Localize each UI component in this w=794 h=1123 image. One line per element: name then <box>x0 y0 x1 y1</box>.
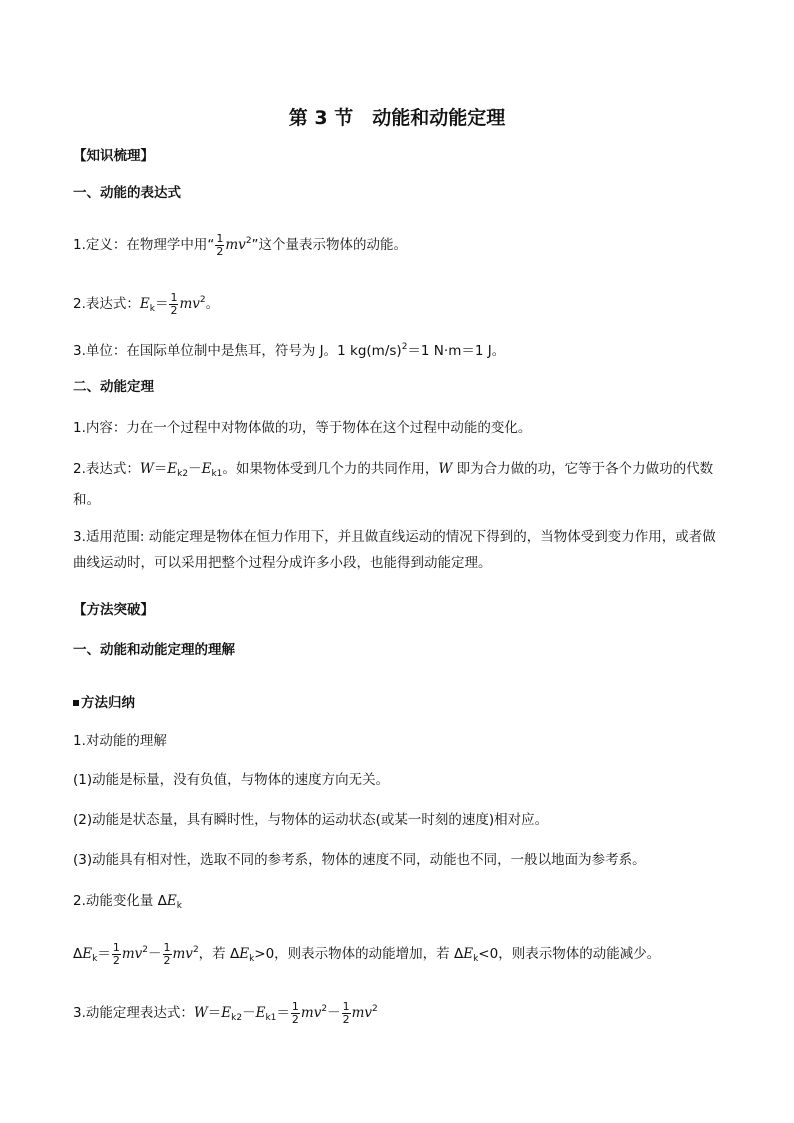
subheading-understanding: 一、动能和动能定理的理解 <box>73 642 235 658</box>
fraction-half: $\frac{1}{2}$ <box>112 940 120 967</box>
method-item-1: 1.对动能的理解 <box>73 733 167 749</box>
expression-line: 2.表达式：$E_k=$ $\frac{1}{2}$ $mv^2$。 <box>73 290 220 317</box>
fraction-half: $\frac{1}{2}$ <box>163 940 171 967</box>
method-item-2: 2.动能变化量 $\Delta E_k$ <box>73 893 182 911</box>
scope-paragraph: 3.适用范围: 动能定理是物体在恒力作用下，并且做直线运动的情况下得到的，当物体受到变力作用，或者做曲线运动时，可以采用把整个过程分成许多小段，也能得到动能定理。 <box>73 529 716 571</box>
fraction-half: $\frac{1}{2}$ <box>170 290 178 317</box>
content-line: 1.内容：力在一个过程中对物体做的功，等于物体在这个过程中动能的变化。 <box>73 420 532 436</box>
fraction-half: $\frac{1}{2}$ <box>291 999 299 1026</box>
square-bullet-icon <box>73 700 79 706</box>
section-heading-method: 【方法突破】 <box>73 602 154 618</box>
method-item-1c: (3)动能具有相对性，选取不同的参考系，物体的速度不同，动能也不同，一般以地面为参考系。 <box>73 852 646 868</box>
method-item-1b: (2)动能是状态量，具有瞬时性，与物体的运动状态(或某一时刻的速度)相对应。 <box>73 812 549 828</box>
page-title: 第 3 节 动能和动能定理 <box>288 107 506 129</box>
subheading-theorem: 二、动能定理 <box>73 379 154 395</box>
subheading-kinetic-energy-expression: 一、动能的表达式 <box>73 185 181 201</box>
method-summary-label: 方法归纳 <box>73 693 135 713</box>
method-item-1a: (1)动能是标量，没有负值，与物体的速度方向无关。 <box>73 772 390 788</box>
theorem-formula: 3.动能定理表达式：$W=E_{k2}-E_{k1}=$ $\frac{1}{2}$ $mv^2-$ $\frac{1}{2}$ $mv^2$ <box>73 999 378 1026</box>
unit-line: 3.单位：在国际单位制中是焦耳，符号为 J。1 $kg(m/s)^2=1$ N·m＝1 J。 <box>73 342 506 359</box>
fraction-half: $\frac{1}{2}$ <box>216 231 224 258</box>
delta-ek-formula: $\Delta E_k=$ $\frac{1}{2}$ $mv^2-$ $\frac{1}{2}$ $mv^2$，若 $\Delta E_k>0$，则表示物体的动能增加，若 $\Delta E_k<0$，则表示物体的动能减少。 <box>73 940 661 967</box>
definition-line: 1.定义：在物理学中用“ $\frac{1}{2}$ $mv^2$”这个量表示物体的动能。 <box>73 231 408 258</box>
section-heading-knowledge: 【知识梳理】 <box>73 148 154 164</box>
fraction-half: $\frac{1}{2}$ <box>342 999 350 1026</box>
theorem-expression-paragraph: 2.表达式：$W=E_{k2}-E_{k1}$。如果物体受到几个力的共同作用，W 即为合力做的功，它等于各个力做功的代数和。 <box>73 461 714 508</box>
